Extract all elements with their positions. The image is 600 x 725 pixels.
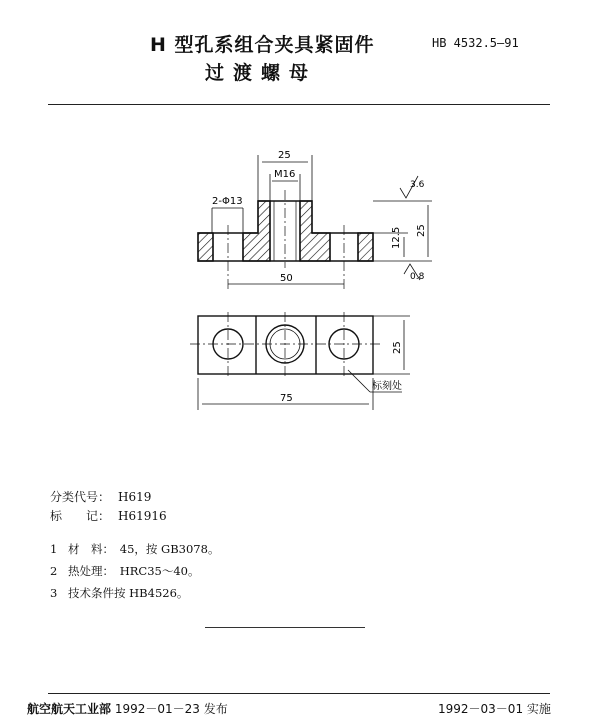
mark-key: 标 记：	[50, 509, 111, 523]
note-item: 3 技术条件按 HB4526。	[50, 586, 189, 600]
dim-width-top: 25	[278, 150, 291, 161]
document-title: H 型孔系组合夹具紧固件	[150, 34, 375, 56]
mark-row	[50, 507, 167, 526]
note-item: 1 材 料： 45，按 GB3078。	[50, 542, 220, 556]
standard-number: HB 4532.5—91	[432, 36, 519, 50]
issue-word: 发布	[203, 702, 228, 716]
dim-length: 75	[280, 393, 293, 404]
document-subtitle: 过渡螺母	[205, 62, 318, 84]
class-code-value: H619	[118, 490, 152, 504]
mark-value: H61916	[118, 509, 167, 523]
footer-rule	[48, 693, 550, 694]
mark-label: 标刻处	[372, 381, 402, 392]
footer-issue	[27, 700, 228, 717]
dim-width-plan: 25	[392, 341, 403, 354]
note-item: 2 热处理： HRC35～40。	[50, 564, 200, 578]
front-section-view	[198, 201, 373, 261]
dim-flange-height: 12.5	[391, 226, 402, 249]
class-code-row	[50, 488, 151, 507]
roughness-bottom: 0.8	[410, 272, 425, 282]
dim-height: 25	[416, 224, 427, 237]
footer-effective: 1992－03－01 实施	[438, 702, 551, 716]
dim-holes: 2-Φ13	[212, 196, 243, 207]
dim-hole-spacing: 50	[280, 273, 293, 284]
dim-thread: M16	[274, 169, 296, 180]
class-code-label: 分类代号：	[50, 490, 111, 504]
roughness-top: 3.6	[410, 180, 425, 190]
notes-list	[50, 538, 219, 604]
plan-view	[198, 316, 373, 374]
issuer: 航空航天工业部	[27, 702, 112, 716]
end-rule	[205, 627, 365, 628]
issue-date: 1992－01－23	[114, 702, 200, 716]
